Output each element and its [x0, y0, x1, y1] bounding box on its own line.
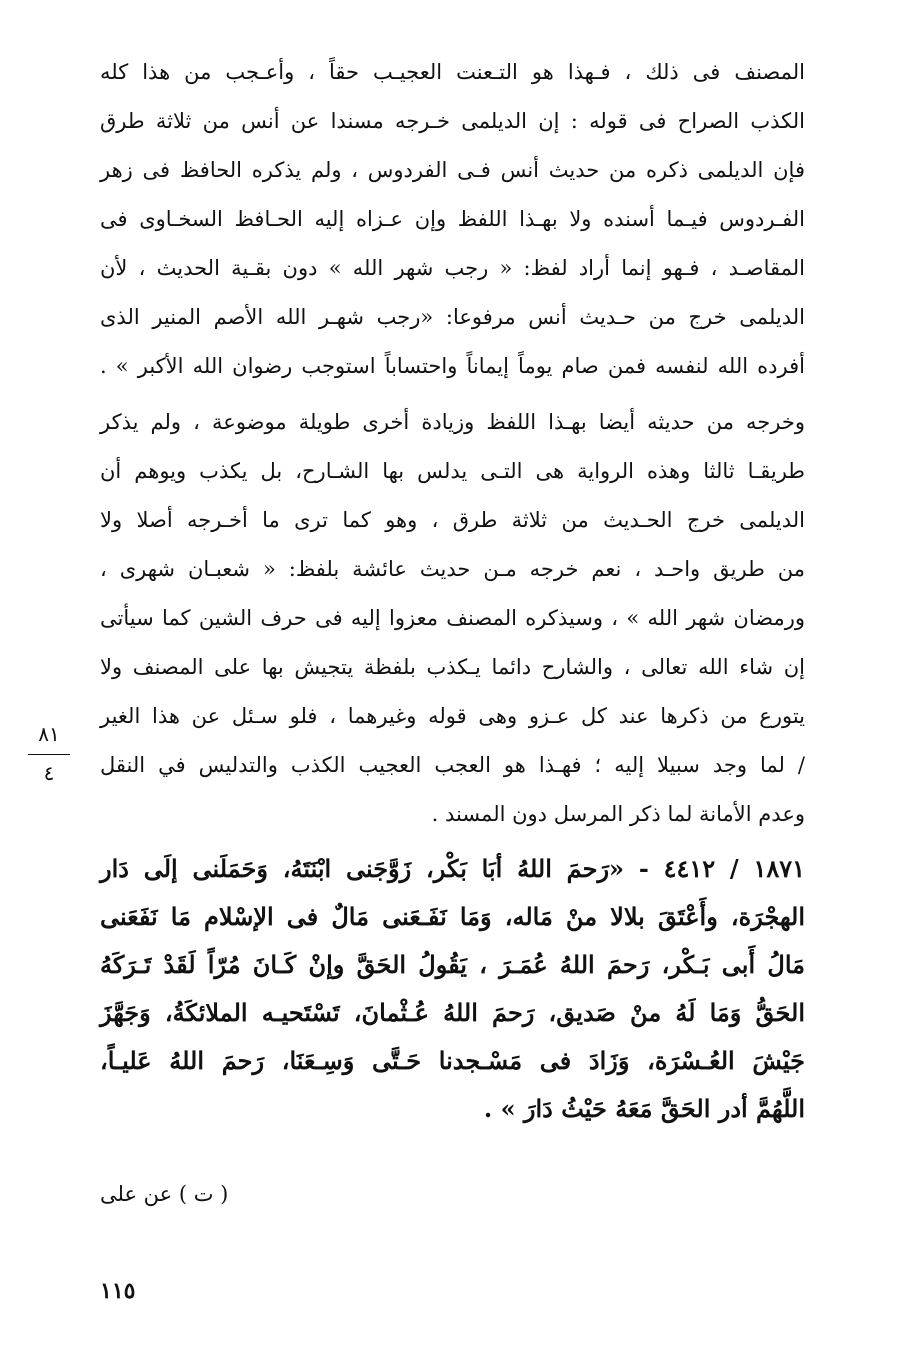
hadith-source: ( ت ) عن على: [100, 1182, 229, 1206]
text-line: / لما وجد سبيلا إليه ؛ فهـذا هو العجب العجيب الكذب والتدليس في النقل: [100, 753, 805, 777]
text-line: إن شاء الله تعالى ، والشارح دائما يـكذب بلفظة يتجيش بها على المصنف ولا: [100, 655, 805, 679]
text-line: يتورع من ذكرها عند كل عـزو وهى قوله وغيرهما ، فلو سـئل عن هذا الغير: [100, 704, 805, 728]
hadith-line: الحَقُّ وَمَا لَهُ منْ صَديق، رَحمَ اللهُ عُـثْمانَ، تَسْتَحيـه الملائكَةُ، وَجَهَّزَ: [100, 998, 805, 1027]
text-line: الكذب الصراح فى قوله : إن الديلمى خـرجه مسندا عن أنس من ثلاثة طرق: [100, 109, 805, 133]
hadith-line: اللَّهُمَّ أدر الحَقَّ مَعَهُ حَيْثُ دَارَ » .: [483, 1094, 805, 1123]
text-line: فإن الديلمى ذكره من حديث أنس فـى الفردوس ، ولم يذكره الحافظ فى زهر: [100, 158, 805, 182]
hadith-line: مَالُ أَبى بَـكْر، رَحمَ اللهُ عُمَـرَ ، يَقُولُ الحَقَّ وإنْ كَـانَ مُرّاً لَقَدْ تَـرَكَهُ: [100, 950, 805, 979]
text-line: أفرده الله لنفسه فمن صام يوماً إيماناً واحتساباً استوجب رضوان الله الأكبر » .: [100, 354, 805, 378]
margin-reference-bottom: ٤: [43, 761, 55, 785]
text-line: الديلمى خرج الحـديث من ثلاثة طرق ، وهو كما ترى ما أخـرجه أصلا ولا: [100, 508, 805, 532]
text-line: وخرجه من حديثه أيضا بهـذا اللفظ وزيادة أخرى طويلة موضوعة ، ولم يذكر: [100, 410, 805, 434]
margin-reference: [28, 722, 70, 785]
text-line: ورمضان شهر الله » ، وسيذكره المصنف معزوا إليه فى حرف الشين كما سيأتى: [100, 606, 805, 630]
margin-reference-top: ٨١: [38, 722, 60, 746]
text-line: طريقـا ثالثا وهذه الرواية هى التـى يدلس بها الشـارح، بل يكذب ويوهم أن: [100, 459, 805, 483]
text-line: وعدم الأمانة لما ذكر المرسل دون المسند .: [431, 802, 805, 826]
text-line: المصنف فى ذلك ، فـهذا هو التـعنت العجيـب حقاً ، وأعـجب من هذا كله: [100, 60, 805, 84]
text-line: الديلمى خرج من حـديث أنس مرفوعا: «رجب شهـر الله الأصم المنير الذى: [100, 305, 805, 329]
text-line: المقاصـد ، فـهو إنما أراد لفظ: « رجب شهر الله » دون بقـية الحديث ، لأن: [100, 256, 805, 280]
text-line: من طريق واحـد ، نعم خرجه مـن حديث عائشة بلفظ: « شعبـان شهرى ،: [100, 557, 805, 581]
margin-reference-divider: [28, 754, 70, 755]
hadith-line: ١٨٧١ / ٤٤١٢ - «رَحمَ اللهُ أبَا بَكْر، زَوَّجَنى ابْنَتَهُ، وَحَمَلَنى إلَى دَار: [100, 854, 805, 883]
hadith-line: الهجْرَة، وأَعْتَقَ بلالا منْ مَاله، وَمَا نَفَـعَنى مَالٌ فى الإسْلام مَا نَفَعَنى: [100, 902, 805, 931]
hadith-line: جَيْشَ العُـسْرَة، وَزَادَ فى مَسْـجدنا حَـتَّى وَسِـعَنَا، رَحمَ اللهُ عَليـاً،: [100, 1046, 805, 1075]
text-line: الفـردوس فيـما أسنده ولا بهـذا اللفظ وإن عـزاه إليه الحـافظ السخـاوى فى: [100, 207, 805, 231]
page-number: ١١٥: [100, 1278, 136, 1304]
